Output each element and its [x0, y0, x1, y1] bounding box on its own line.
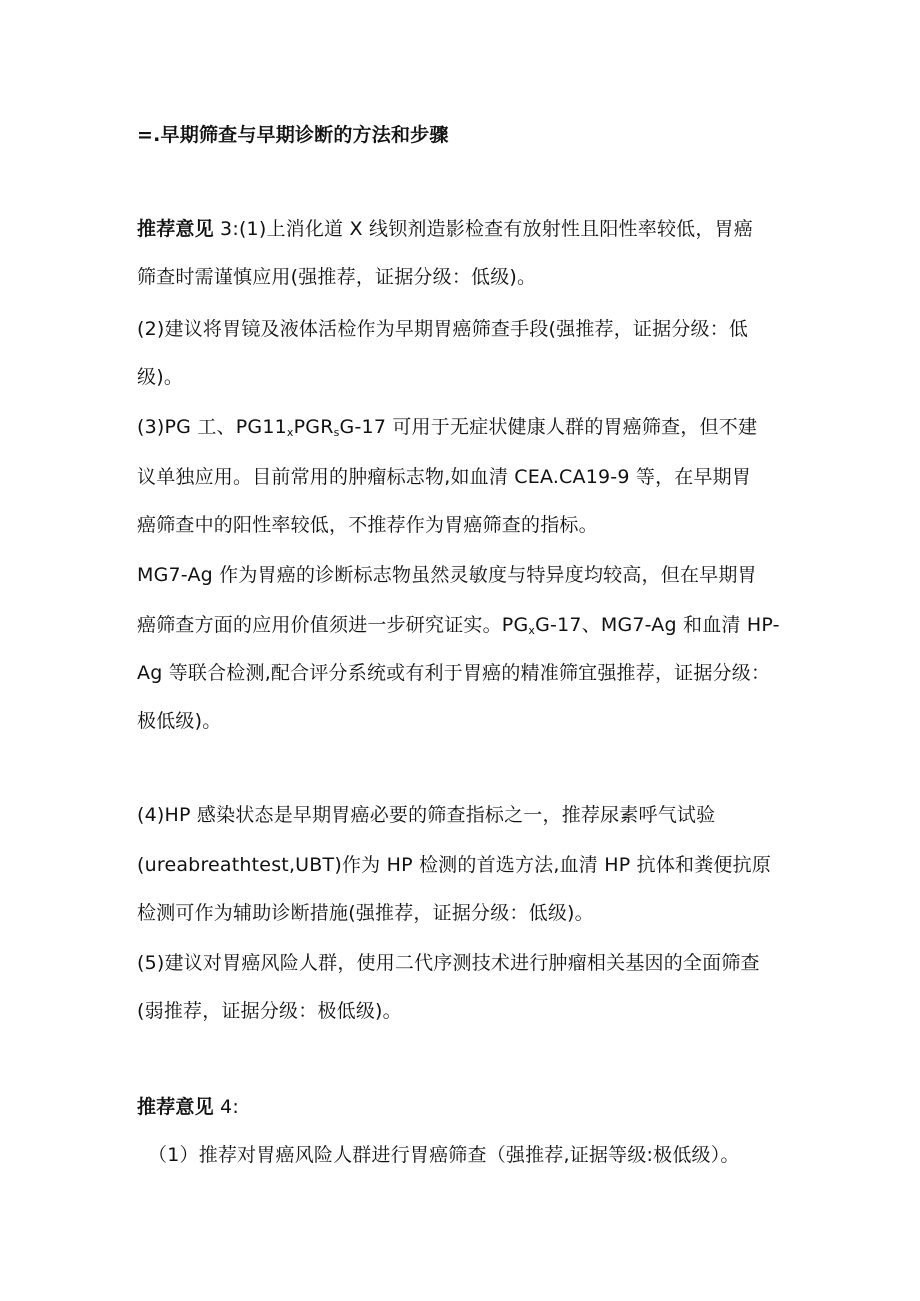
mg7-line-4: 极低级)。	[137, 710, 222, 732]
mg7-line-1: MG7-Ag 作为胃癌的诊断标志物虽然灵敏度与特异度均较高，但在早期胃	[137, 564, 757, 586]
rec3-item2-line-1: (2)建议将胃镜及液体活检作为早期胃癌筛查手段(强推荐，证据分级：低	[137, 318, 749, 340]
rec3-item3-line-2: 议单独应用。目前常用的肿瘤标志物,如血清 CEA.CA19-9 等，在早期胃	[137, 466, 752, 488]
rec3-item5-line-1: (5)建议对胃癌风险人群，使用二代序测技术进行肿瘤相关基因的全面筛查	[137, 952, 760, 974]
rec3-item4-line-2: (ureabreathtest,UBT)作为 HP 检测的首选方法,血清 HP 抗体和粪便抗原	[137, 854, 772, 876]
rec3-label: 推荐意见	[137, 218, 214, 240]
mg7-text-b: G-17、MG7-Ag 和血清 HP-	[535, 614, 780, 636]
rec3-item5-line-2: (弱推荐，证据分级：极低级)。	[137, 1000, 402, 1022]
rec4-label-rest: 4:	[213, 1096, 239, 1118]
mg7-line-2	[137, 610, 780, 640]
rec4-line-1	[137, 1092, 239, 1122]
item3-text-a: (3)PG 工、PG11	[137, 416, 287, 438]
item3-text-b: PGR	[293, 416, 334, 438]
rec3-line-1-text: 3:(1)上消化道 X 线钡剂造影检查有放射性且阳性率较低，胃癌	[213, 218, 753, 240]
mg7-line-3: Ag 等联合检测,配合评分系统或有利于胃癌的精准筛宜强推荐，证据分级：	[137, 662, 771, 684]
rec3-item3-line-3: 癌筛查中的阳性率较低，不推荐作为胃癌筛查的指标。	[137, 514, 598, 536]
rec3-item2-line-2: 级)。	[137, 366, 184, 388]
rec3-item4-line-1: (4)HP 感染状态是早期胃癌必要的筛查指标之一，推荐尿素呼气试验	[137, 804, 716, 826]
rec4-label: 推荐意见	[137, 1096, 214, 1118]
mg7-sub: x	[528, 624, 536, 637]
section-heading: =.早期筛查与早期诊断的方法和步骤	[137, 124, 449, 146]
rec3-item4-line-3: 检测可作为辅助诊断措施(强推荐，证据分级：低级)。	[137, 902, 594, 924]
item3-text-c: G-17 可用于无症状健康人群的胃癌筛查，但不建	[339, 416, 758, 438]
rec3-line-1	[137, 214, 753, 244]
mg7-text-a: 癌筛查方面的应用价值须进一步研究证实。PG	[137, 614, 529, 636]
item3-sub-2: s	[333, 426, 340, 439]
rec3-line-2: 筛查时需谨慎应用(强推荐，证据分级：低级)。	[137, 266, 537, 288]
item3-sub-1: x	[286, 426, 294, 439]
rec4-item-1: （1）推荐对胃癌风险人群进行胃癌筛查（强推荐,证据等级:极低级）。	[148, 1144, 740, 1166]
rec3-item3-line-1	[137, 412, 757, 442]
